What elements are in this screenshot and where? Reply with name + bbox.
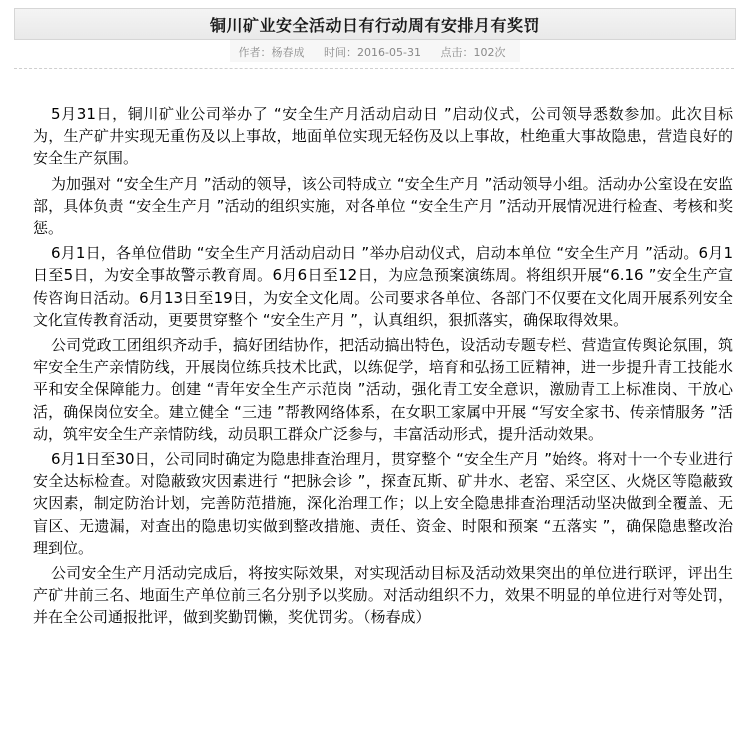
paragraph: 6月1日，各单位借助 “安全生产月活动启动日 ”举办启动仪式，启动本单位 “安全生产月 ”活动。6月1日至5日，为安全事故警示教育周。6月6日至12日，为应急预案演练周。将组织开展“6.16 ”安全生产宣传咨询日活动。6月13日至19日，为安全文化周。公司要求各单位、各部门不仅要在文化周开展系列安全文化宣传教育活动，更要贯穿整个 “安全生产月 ”，认真组织，狠抓落实，确保取得效果。 xyxy=(33,244,733,329)
paragraph: 公司安全生产月活动完成后，将按实际效果，对实现活动目标及活动效果突出的单位进行联评，评出生产矿井前三名、地面生产单位前三名分别予以奖励。对活动组织不力，效果不明显的单位进行对等处罚，并在全公司通报批评，做到奖勤罚懒，奖优罚劣。（杨春成） xyxy=(33,564,733,627)
article-title: 铜川矿业安全活动日有行动周有安排月有奖罚 xyxy=(209,15,540,35)
click-count: 点击：102次 xyxy=(440,46,506,59)
paragraph: 为加强对 “安全生产月 ”活动的领导，该公司特成立 “安全生产月 ”活动领导小组。活动办公室设在安监部，具体负责 “安全生产月 ”活动的组织实施，对各单位 “安全生产月 ”活动开展情况进行检查、考核和奖惩。 xyxy=(33,174,733,238)
paragraph: 5月31日，铜川矿业公司举办了 “安全生产月活动启动日 ”启动仪式，公司领导悉数参加。此次目标为，生产矿井实现无重伤及以上事故，地面单位实现无轻伤及以上事故，杜绝重大事故隐患，营造良好的安全生产氛围。 xyxy=(33,105,733,168)
article-title-bar xyxy=(14,8,736,40)
article-body xyxy=(33,103,733,632)
article-meta xyxy=(0,44,744,60)
paragraph: 公司党政工团组织齐动手，搞好团结协作，把活动搞出特色，设活动专题专栏、营造宣传舆论氛围，筑牢安全生产亲情防线，开展岗位练兵技术比武，以练促学，培育和弘扬工匠精神，进一步提升青工技能水平和安全保障能力。创建 “青年安全生产示范岗 ”活动，强化青工安全意识，激励青工上标准岗、干放心活，确保岗位安全。建立健全 “三违 ”帮教网络体系，在女职工家属中开展 “写安全家书、传亲情服务 ”活动，筑牢安全生产亲情防线，动员职工群众广泛参与，丰富活动形式，提升活动效果。 xyxy=(33,336,733,443)
publish-time: 时间：2016-05-31 xyxy=(324,46,421,59)
divider xyxy=(14,68,734,69)
author-label: 作者：杨春成 xyxy=(238,46,305,59)
paragraph: 6月1日至30日，公司同时确定为隐患排查治理月，贯穿整个 “安全生产月 ”始终。将对十一个专业进行安全达标检查。对隐蔽致灾因素进行 “把脉会诊 ”，探查瓦斯、矿井水、老窑、采空区、火烧区等隐蔽致灾因素，制定防治计划，完善防范措施，深化治理工作；以上安全隐患排查治理活动坚决做到全覆盖、无盲区、无遗漏，对查出的隐患切实做到整改措施、责任、资金、时限和预案 “五落实 ”，确保隐患整改治理到位。 xyxy=(33,450,733,557)
